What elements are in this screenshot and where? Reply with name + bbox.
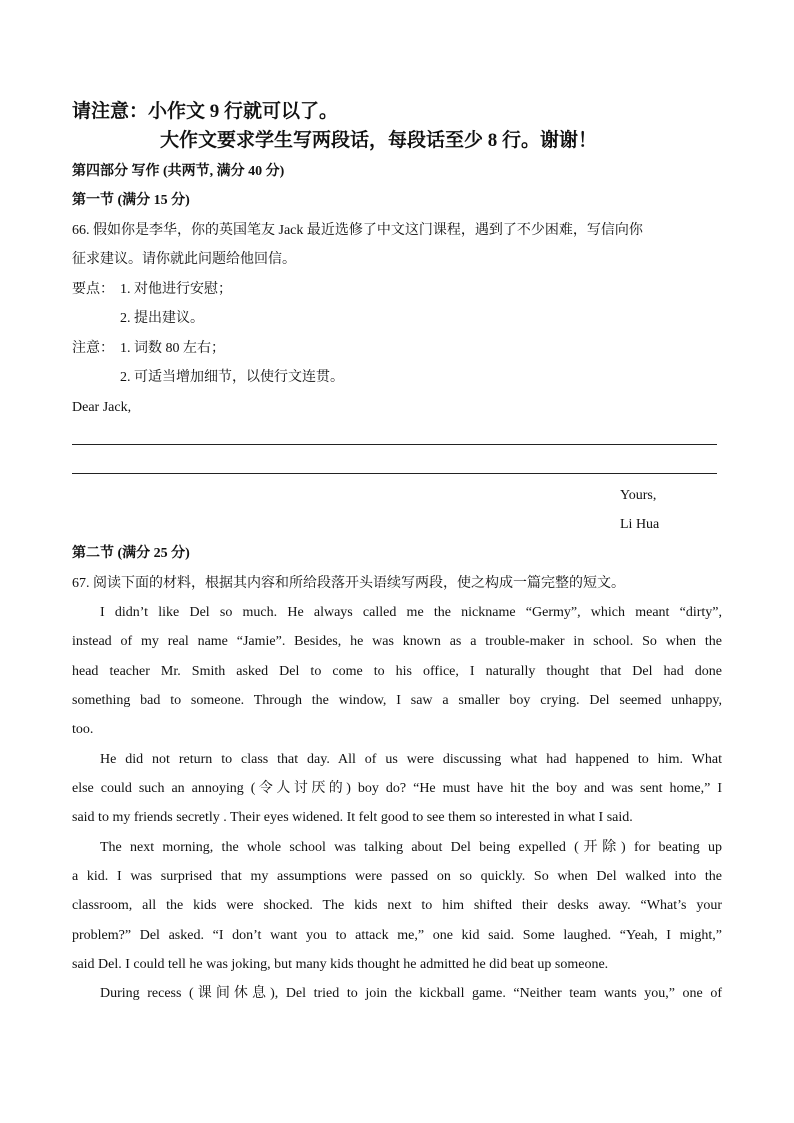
part-heading: 第四部分 写作 (共两节, 满分 40 分) [72,164,285,179]
writing-line-2 [72,473,717,474]
passage-line: problem?” Del asked. “I don’t want you to attack me,” one kid said. Some laughed. “Yeah, I might,” [72,928,722,943]
notes-label: 注意： [72,341,114,356]
passage-line: I didn’t like Del so much. He always called me the nickname “Germy”, which meant “dirty”, [100,605,722,620]
salutation: Dear Jack, [72,400,132,415]
passage-line: said to my friends secretly . Their eyes widened. It felt good to see them so interested in what I said. [72,810,633,825]
passage-line: too. [72,722,94,737]
section2-heading: 第二节 (满分 25 分) [72,546,190,561]
writing-line-1 [72,444,717,445]
task67-prompt: 67. 阅读下面的材料，根据其内容和所给段落开头语续写两段，使之构成一篇完整的短文。 [72,576,625,591]
notice-line-2: 大作文要求学生写两段话，每段话至少 8 行。谢谢！ [160,130,598,151]
note-2: 2. 可适当增加细节，以使行文连贯。 [120,370,344,385]
point-2: 2. 提出建议。 [120,311,204,326]
section1-heading: 第一节 (满分 15 分) [72,193,190,208]
passage-line: The next morning, the whole school was talking about Del being expelled (开除) for beating up [100,840,722,855]
point-1: 1. 对他进行安慰； [120,282,232,297]
signature: Li Hua [620,517,660,532]
closing: Yours, [620,488,657,503]
note-1: 1. 词数 80 左右； [120,341,225,356]
passage-line: He did not return to class that day. All of us were discussing what had happened to him. What [100,752,722,767]
passage-line: a kid. I was surprised that my assumptions were passed on so quickly. So when Del walked into the [72,869,722,884]
passage-line: instead of my real name “Jamie”. Besides, he was known as a trouble-maker in school. So when the [72,634,722,649]
passage-line: else could such an annoying (令人讨厌的) boy do? “He must have hit the boy and was sent home,” I [72,781,722,796]
passage-line: During recess (课间休息), Del tried to join the kickball game. “Neither team wants you,” one of [100,986,722,1001]
passage-line: something bad to someone. Through the window, I saw a smaller boy crying. Del seemed unhappy, [72,693,722,708]
passage-line: head teacher Mr. Smith asked Del to come to his office, I naturally thought that Del had done [72,664,722,679]
points-label: 要点： [72,282,114,297]
task66-prompt-line-2: 征求建议。请你就此问题给他回信。 [72,252,296,267]
notice-line-1: 请注意：小作文 9 行就可以了。 [72,101,339,122]
passage-line: said Del. I could tell he was joking, but many kids thought he admitted he did beat up someone. [72,957,609,972]
passage-line: classroom, all the kids were shocked. The kids next to him shifted their desks away. “What’s your [72,898,722,913]
task66-prompt-line-1: 66. 假如你是李华，你的英国笔友 Jack 最近选修了中文这门课程，遇到了不少困难，写信向你 [72,223,643,238]
